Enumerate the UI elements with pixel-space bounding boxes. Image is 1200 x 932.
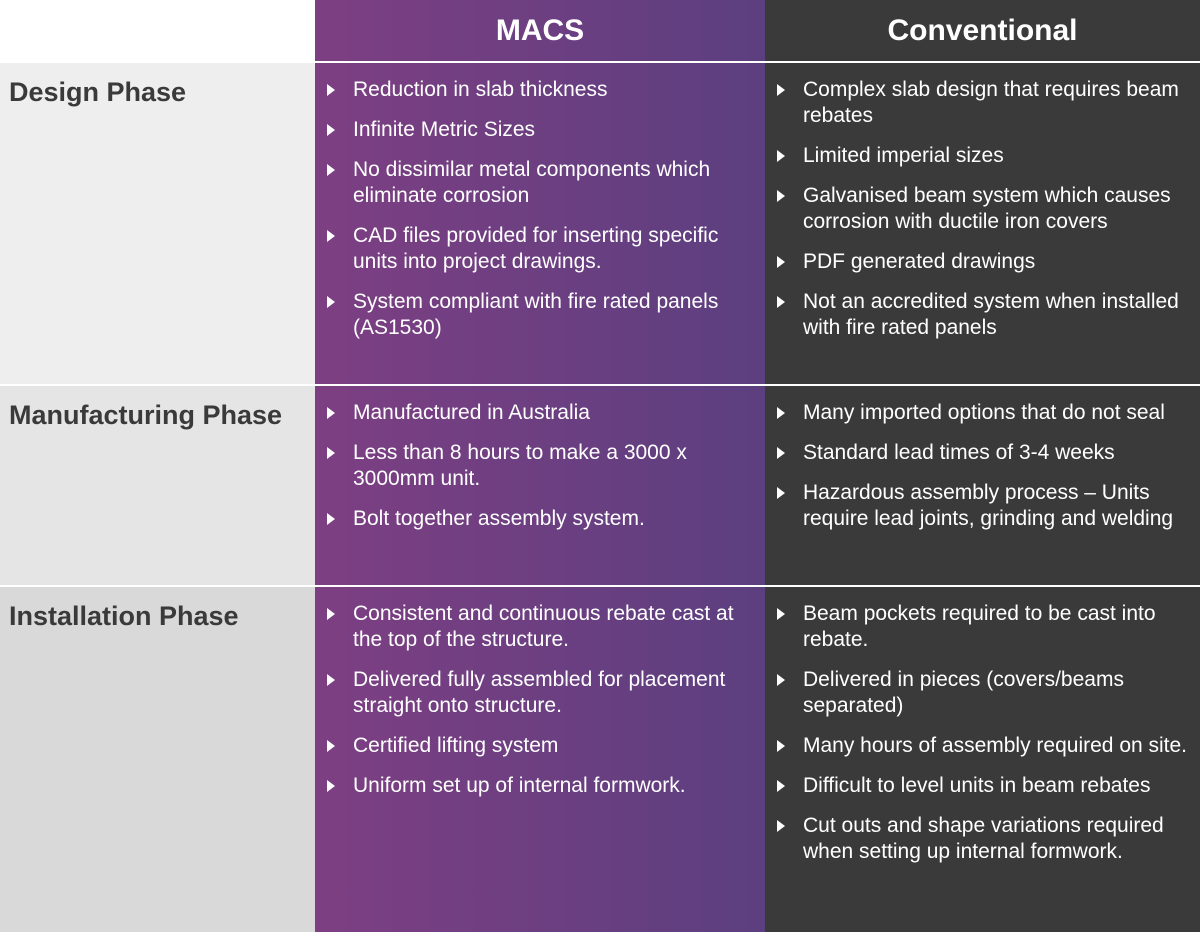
conventional-cell-design	[765, 63, 1200, 384]
list-item: Standard lead times of 3-4 weeks	[774, 440, 1192, 466]
triangle-bullet-icon	[777, 84, 785, 96]
triangle-bullet-icon	[327, 513, 335, 525]
header-macs: MACS	[315, 0, 765, 61]
list-item: Beam pockets required to be cast into rebate.	[774, 601, 1192, 653]
list-item: Limited imperial sizes	[774, 143, 1192, 169]
list-item: Manufactured in Australia	[324, 400, 757, 426]
triangle-bullet-icon	[777, 608, 785, 620]
triangle-bullet-icon	[327, 447, 335, 459]
triangle-bullet-icon	[327, 124, 335, 136]
macs-list-design	[324, 77, 757, 341]
list-item: Galvanised beam system which causes corrosion with ductile iron covers	[774, 183, 1192, 235]
list-item: Consistent and continuous rebate cast at the top of the structure.	[324, 601, 757, 653]
list-item: Delivered in pieces (covers/beams separated)	[774, 667, 1192, 719]
list-item: Reduction in slab thickness	[324, 77, 757, 103]
triangle-bullet-icon	[777, 820, 785, 832]
list-item: PDF generated drawings	[774, 249, 1192, 275]
triangle-bullet-icon	[777, 190, 785, 202]
list-item: Certified lifting system	[324, 733, 757, 759]
list-item: Many hours of assembly required on site.	[774, 733, 1192, 759]
triangle-bullet-icon	[327, 780, 335, 792]
triangle-bullet-icon	[777, 447, 785, 459]
triangle-bullet-icon	[777, 740, 785, 752]
macs-list-manufacturing	[324, 400, 757, 532]
triangle-bullet-icon	[327, 296, 335, 308]
list-item: Cut outs and shape variations required when setting up internal formwork.	[774, 813, 1192, 865]
header-blank	[0, 0, 315, 61]
triangle-bullet-icon	[777, 780, 785, 792]
list-item: System compliant with fire rated panels (AS1530)	[324, 289, 757, 341]
triangle-bullet-icon	[777, 256, 785, 268]
triangle-bullet-icon	[327, 407, 335, 419]
triangle-bullet-icon	[327, 164, 335, 176]
triangle-bullet-icon	[777, 296, 785, 308]
row-label-design-phase: Design Phase	[0, 63, 315, 384]
header-conventional: Conventional	[765, 0, 1200, 61]
list-item: Infinite Metric Sizes	[324, 117, 757, 143]
list-item: Bolt together assembly system.	[324, 506, 757, 532]
list-item: Less than 8 hours to make a 3000 x 3000mm unit.	[324, 440, 757, 492]
triangle-bullet-icon	[327, 84, 335, 96]
triangle-bullet-icon	[327, 608, 335, 620]
conventional-cell-installation	[765, 587, 1200, 932]
list-item: Delivered fully assembled for placement straight onto structure.	[324, 667, 757, 719]
row-label-manufacturing-phase: Manufacturing Phase	[0, 386, 315, 585]
row-label-installation-phase: Installation Phase	[0, 587, 315, 932]
macs-cell-design	[315, 63, 765, 384]
triangle-bullet-icon	[327, 740, 335, 752]
triangle-bullet-icon	[777, 674, 785, 686]
list-item: No dissimilar metal components which eliminate corrosion	[324, 157, 757, 209]
conventional-cell-manufacturing	[765, 386, 1200, 585]
macs-cell-manufacturing	[315, 386, 765, 585]
list-item: Uniform set up of internal formwork.	[324, 773, 757, 799]
list-item: Complex slab design that requires beam rebates	[774, 77, 1192, 129]
macs-list-installation	[324, 601, 757, 799]
triangle-bullet-icon	[327, 230, 335, 242]
list-item: Not an accredited system when installed with fire rated panels	[774, 289, 1192, 341]
triangle-bullet-icon	[777, 150, 785, 162]
triangle-bullet-icon	[777, 407, 785, 419]
list-item: CAD files provided for inserting specific units into project drawings.	[324, 223, 757, 275]
triangle-bullet-icon	[327, 674, 335, 686]
conventional-list-design	[774, 77, 1192, 341]
list-item: Hazardous assembly process – Units require lead joints, grinding and welding	[774, 480, 1192, 532]
list-item: Many imported options that do not seal	[774, 400, 1192, 426]
conventional-list-installation	[774, 601, 1192, 865]
conventional-list-manufacturing	[774, 400, 1192, 532]
triangle-bullet-icon	[777, 487, 785, 499]
macs-cell-installation	[315, 587, 765, 932]
list-item: Difficult to level units in beam rebates	[774, 773, 1192, 799]
